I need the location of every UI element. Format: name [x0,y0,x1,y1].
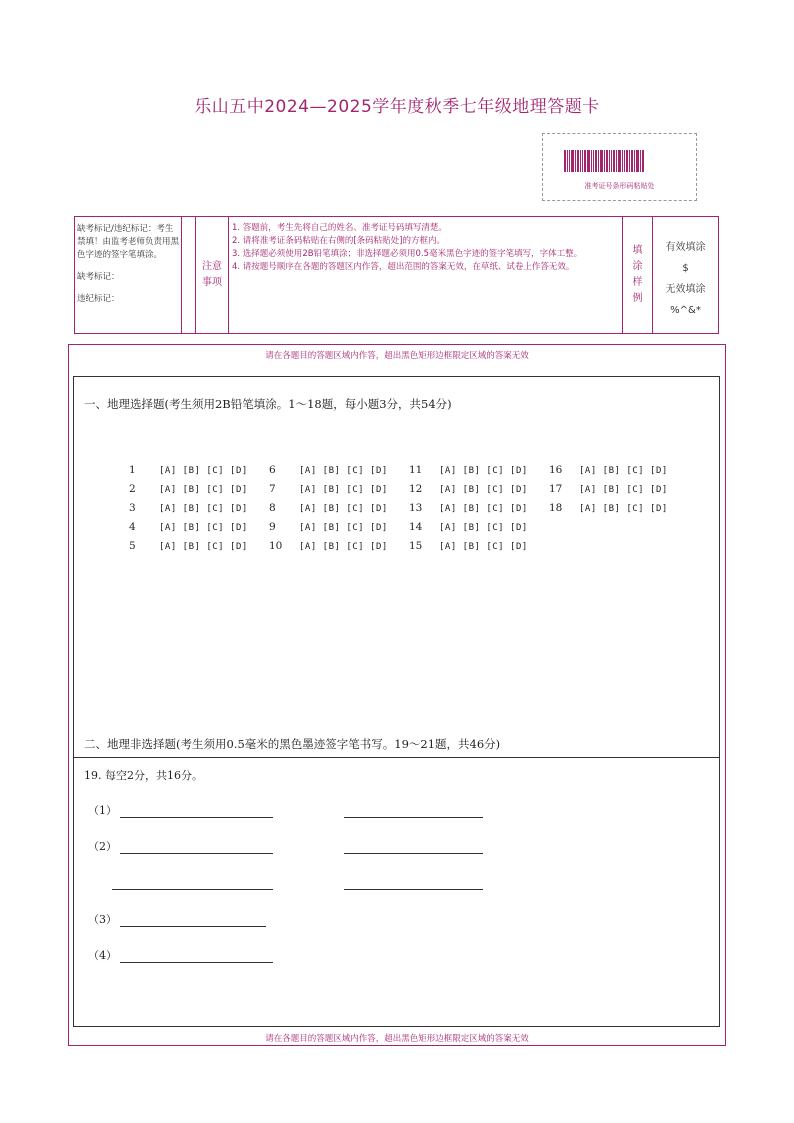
choice-question [549,464,668,476]
notice-item: 2. 请将准考证条码粘贴在右侧的[条码粘贴处]的方框内。 [232,236,445,246]
question-number: 3 [129,502,136,514]
barcode-label: 准考证号条形码粘贴处 [584,182,655,190]
answer-options[interactable]: [A] [B] [C] [D] [299,523,388,533]
barcode-bar [593,150,594,172]
choice-question [269,502,388,514]
question-19-title: 19. 每空2分，共16分。 [84,769,203,782]
section-divider [74,757,719,758]
barcode-bar [575,150,576,172]
choice-question [129,540,248,552]
choice-question [129,502,248,514]
barcode-bar [577,150,579,172]
question-number: 5 [129,540,136,552]
answer-blank[interactable] [344,817,483,818]
barcode-bar [624,150,625,172]
question-number: 9 [269,521,276,533]
question-number: 13 [409,502,423,514]
barcode-bar [631,150,633,172]
absent-mark-cell [75,217,182,333]
barcode-bar [598,150,599,172]
answer-blank[interactable] [344,889,483,890]
question-number: 11 [409,464,423,476]
answer-options[interactable]: [A] [B] [C] [D] [159,504,248,514]
barcode-bar [616,150,617,172]
choice-question [409,483,528,495]
absent-label: 缺考标记： [77,272,120,282]
answer-options[interactable]: [A] [B] [C] [D] [159,542,248,552]
answer-options[interactable]: [A] [B] [C] [D] [579,485,668,495]
barcode-bar [582,150,583,172]
absent-mark-instructions: 缺考标记/违纪标记：考生禁填！由监考老师负责用黑色字迹的签字笔填涂。 [77,224,180,260]
valid-fill-label: 有效填涂 [665,242,706,253]
question-number: 15 [409,540,423,552]
answer-options[interactable]: [A] [B] [C] [D] [299,466,388,476]
notice-list [229,217,623,333]
info-table [74,216,719,334]
choice-question [409,502,528,514]
question-number: 4 [129,521,136,533]
answer-box [73,376,720,1027]
answer-options[interactable]: [A] [B] [C] [D] [159,466,248,476]
barcode-bar [584,150,586,172]
barcode-bar [622,150,623,172]
barcode-bar [591,150,592,172]
notice-item: 4. 请按题号顺序在各题的答题区内作答，超出范围的答案无效，在草纸、试卷上作答无效。 [232,262,575,272]
question-number: 7 [269,483,276,495]
answer-blank[interactable] [112,889,273,890]
invalid-fill-label: 无效填涂 [665,284,706,295]
choice-question [129,483,248,495]
answer-options[interactable]: [A] [B] [C] [D] [159,523,248,533]
answer-options[interactable]: [A] [B] [C] [D] [299,542,388,552]
blank-label-4: （4） [88,949,117,962]
barcode-bar [611,150,612,172]
barcode-bar [613,150,615,172]
notice-item: 1. 答题前，考生先将自己的姓名、准考证号码填写清楚。 [232,223,447,233]
fill-example-title: 填涂样例 [623,217,653,333]
question-number: 17 [549,483,563,495]
barcode-bar [636,150,639,172]
barcode-icon [564,150,677,172]
answer-options[interactable]: [A] [B] [C] [D] [439,466,528,476]
barcode-bar [564,150,566,172]
answer-blank[interactable] [120,962,273,963]
notice-title: 注意事项 [196,217,229,333]
answer-blank[interactable] [120,853,273,854]
invalid-fill-symbol: %^&* [670,305,701,316]
barcode-bar [604,150,605,172]
frame-note-top: 请在各题目的答题区域内作答，超出黑色矩形边框限定区域的答案无效 [265,351,529,361]
choice-question [409,521,528,533]
violation-label: 违纪标记： [77,294,120,304]
answer-options[interactable]: [A] [B] [C] [D] [439,542,528,552]
answer-options[interactable]: [A] [B] [C] [D] [439,523,528,533]
section1-title: 一、地理选择题(考生须用2B铅笔填涂。1～18题，每小题3分，共54分) [84,397,452,411]
question-number: 2 [129,483,136,495]
choice-question [129,464,248,476]
answer-options[interactable]: [A] [B] [C] [D] [299,485,388,495]
choice-question [269,540,388,552]
barcode-bar [642,150,644,172]
blank-label-2: （2） [88,840,117,853]
barcode-bar [571,150,574,172]
answer-options[interactable]: [A] [B] [C] [D] [579,504,668,514]
choice-question [409,464,528,476]
question-number: 8 [269,502,276,514]
fill-example-cell [653,217,718,333]
question-number: 6 [269,464,276,476]
choice-question [269,521,388,533]
choice-question [409,540,528,552]
question-number: 12 [409,483,423,495]
barcode-paste-area [542,133,697,201]
answer-options[interactable]: [A] [B] [C] [D] [439,485,528,495]
barcode-bar [626,150,628,172]
question-number: 14 [409,521,423,533]
barcode-bar [569,150,570,172]
section2-title: 二、地理非选择题(考生须用0.5毫米的黑色墨迹签字笔书写。19～21题，共46分) [84,737,501,751]
question-number: 1 [129,464,136,476]
choice-question [549,483,668,495]
answer-options[interactable]: [A] [B] [C] [D] [299,504,388,514]
barcode-bar [595,150,597,172]
frame-note-bottom: 请在各题目的答题区域内作答，超出黑色矩形边框限定区域的答案无效 [265,1034,529,1044]
barcode-bar [640,150,641,172]
page-title: 乐山五中2024—2025学年度秋季七年级地理答题卡 [194,97,600,117]
answer-blank[interactable] [120,926,266,927]
barcode-bar [587,150,590,172]
question-number: 16 [549,464,563,476]
answer-options[interactable]: [A] [B] [C] [D] [579,466,668,476]
answer-options[interactable]: [A] [B] [C] [D] [159,485,248,495]
barcode-bar [600,150,603,172]
barcode-bar [580,150,581,172]
mark-box[interactable] [182,217,196,333]
barcode-bar [618,150,621,172]
barcode-bar [606,150,608,172]
question-number: 18 [549,502,563,514]
choice-question [549,502,668,514]
choice-question [129,521,248,533]
choice-question [269,464,388,476]
barcode-bar [629,150,630,172]
blank-label-1: （1） [88,804,117,817]
barcode-bar [567,150,568,172]
notice-item: 3. 选择题必须使用2B铅笔填涂；非选择题必须用0.5毫米黑色字迹的签字笔填写，字体工整。 [232,249,583,259]
barcode-bar [609,150,610,172]
answer-options[interactable]: [A] [B] [C] [D] [439,504,528,514]
answer-blank[interactable] [120,817,273,818]
question-number: 10 [269,540,283,552]
choice-question [269,483,388,495]
valid-fill-symbol: $ [682,263,689,274]
barcode-bar [634,150,635,172]
blank-label-3: （3） [88,913,117,926]
answer-blank[interactable] [344,853,483,854]
